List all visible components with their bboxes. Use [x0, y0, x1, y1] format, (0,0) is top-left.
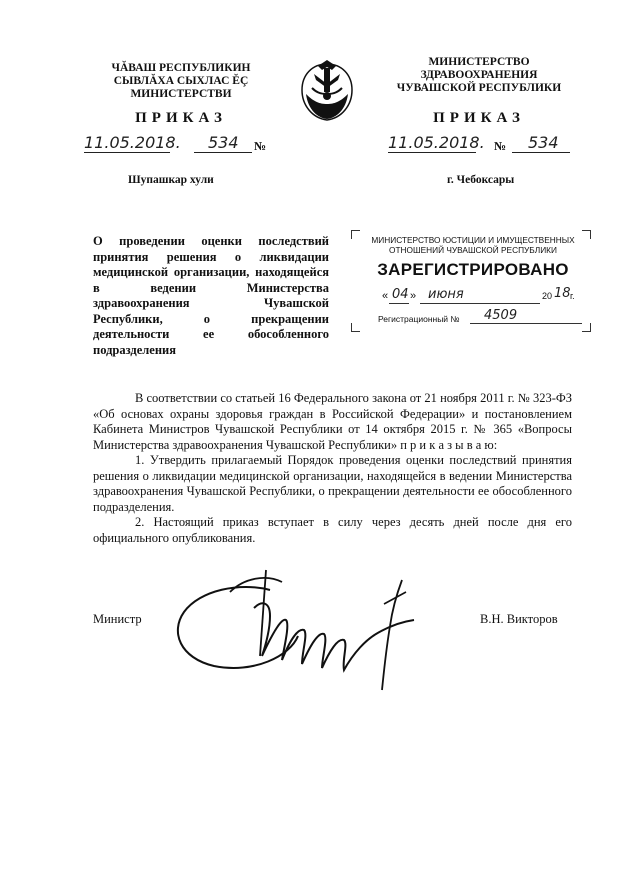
stamp-quote-open: « [382, 290, 389, 302]
right-number-sign: № [494, 139, 507, 153]
right-header [384, 56, 574, 95]
item-2-paragraph: 2. Настоящий приказ вступает в силу через десять дней после дня его официального опубликования. [93, 515, 572, 545]
corner-tl [351, 230, 360, 239]
order-title: О проведении оценки последствий принятия решения о ликвидации медицинской организации, находящейся в ведении Министерства здравоохранения Чувашской Республики, о прекращении деятельности ее обособленного подразделения [93, 234, 329, 357]
stamp-quote-close: » [410, 290, 417, 302]
stamp-registered: ЗАРЕГИСТРИРОВАНО [377, 260, 569, 279]
handwritten-signature [170, 560, 430, 710]
stamp-org [362, 235, 584, 255]
left-number-sign: № [254, 139, 267, 153]
stamp-month-underline [420, 303, 540, 304]
left-date-underline [84, 152, 170, 153]
right-date-underline [388, 152, 476, 153]
left-date: 11.05.2018. [84, 133, 181, 152]
stamp-org-line1: МИНИСТЕРСТВО ЮСТИЦИИ И ИМУЩЕСТВЕННЫХ [371, 235, 575, 245]
left-number-underline [194, 152, 252, 153]
stamp-reg-line [378, 308, 584, 327]
left-doc-type: ПРИКАЗ [135, 110, 227, 126]
right-date-number-line [388, 133, 588, 157]
left-number: 534 [208, 133, 239, 152]
stamp-year-suffix: 18 [554, 286, 571, 301]
stamp-org-line2: ОТНОШЕНИЙ ЧУВАШСКОЙ РЕСПУБЛИКИ [389, 245, 557, 255]
stamp-month: июня [428, 287, 464, 302]
left-header-line2: СЫВЛĂХА СЫХЛАС ĔÇ [113, 75, 249, 87]
registration-stamp [362, 235, 584, 327]
item-1-paragraph: 1. Утвердить прилагаемый Порядок проведения оценки последствий принятия решения о ликвидации медицинской организации, находящейся в ведении Министерства здравоохранения Чувашской Республики, о прекращении деятельности ее обособленного подразделения. [93, 453, 572, 514]
signature-name: В.Н. Викторов [480, 612, 558, 626]
order-body [93, 391, 572, 546]
right-city: г. Чебоксары [447, 174, 515, 186]
left-header-line3: МИНИСТЕРСТВИ [130, 88, 232, 100]
right-header-line3: ЧУВАШСКОЙ РЕСПУБЛИКИ [396, 82, 562, 94]
right-header-line2: ЗДРАВООХРАНЕНИЯ [420, 69, 538, 81]
right-date: 11.05.2018. [388, 133, 485, 152]
left-city: Шупашкар хули [128, 174, 214, 186]
right-number: 534 [528, 133, 559, 152]
right-doc-type: ПРИКАЗ [433, 110, 525, 126]
left-date-number-line [84, 133, 284, 157]
stamp-year-letter: г. [570, 291, 575, 301]
right-header-line1: МИНИСТЕРСТВО [428, 56, 530, 68]
right-number-underline [512, 152, 570, 153]
stamp-reg-label: Регистрационный № [378, 314, 460, 324]
stamp-reg-number: 4509 [484, 308, 518, 323]
stamp-day-underline [389, 303, 409, 304]
stamp-year-prefix: 20 [542, 291, 553, 301]
corner-bl [351, 323, 360, 332]
stamp-day: 04 [392, 287, 409, 302]
stamp-reg-underline [470, 323, 582, 324]
left-header [86, 62, 276, 101]
preamble-paragraph: В соответствии со статьей 16 Федерального закона от 21 ноября 2011 г. № 323-ФЗ «Об основах охраны здоровья граждан в Российской Федерации» и постановлением Кабинета Министров Чувашской Республики от 14 октября 2015 г. № 365 «Вопросы Министерства здравоохранения Чувашской Республики» п р и к а з ы в а ю: [93, 391, 572, 452]
signature-position: Министр [93, 612, 142, 626]
left-header-line1: ЧĂВАШ РЕСПУБЛИКИН [111, 62, 251, 74]
stamp-date-line [382, 286, 582, 307]
coat-of-arms-emblem [294, 58, 360, 124]
